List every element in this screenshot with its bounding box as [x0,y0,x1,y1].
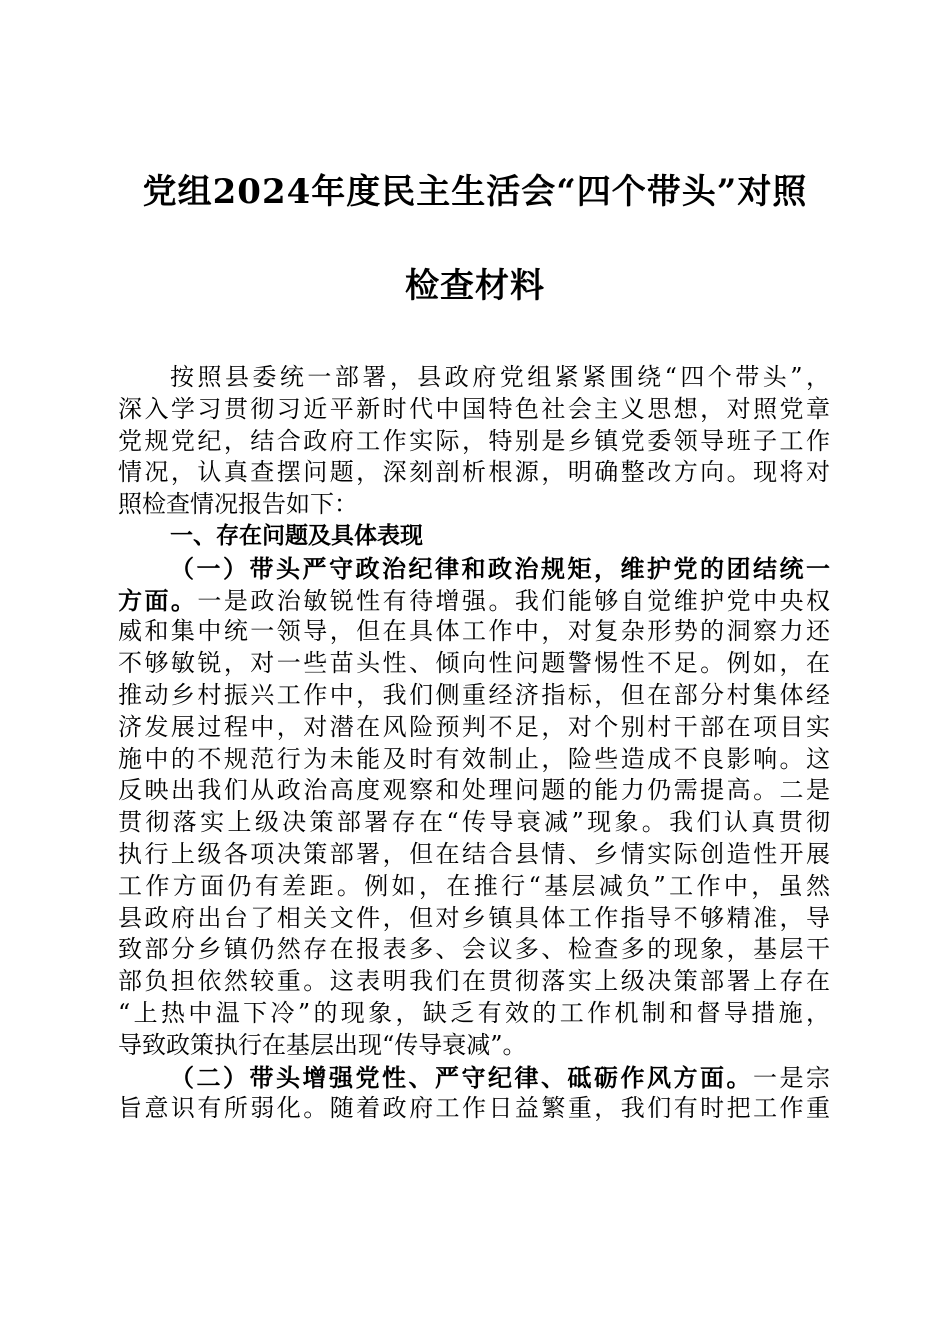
body-line: 执行上级各项决策部署，但在结合县情、乡情实际创造性开展 [118,839,830,868]
document-title-line-2: 检查材料 [405,266,545,306]
body-line: 党规党纪，结合政府工作实际，特别是乡镇党委领导班子工作 [118,426,830,455]
body-line: 不够敏锐，对一些苗头性、倾向性问题警惕性不足。例如，在 [118,649,830,678]
body-line: 反映出我们从政治高度观察和处理问题的能力仍需提高。二是 [118,776,830,805]
subsection-heading: （一）带头严守政治纪律和政治规矩，维护党的团结统一 [170,553,830,583]
body-line: 济发展过程中，对潜在风险预判不足，对个别村干部在项目实 [118,712,830,741]
body-line: 县政府出台了相关文件，但对乡镇具体工作指导不够精准，导 [118,903,830,932]
body-line [118,585,830,617]
subsection-heading-tail: 方面。 [118,585,198,615]
body-line-text: 一是政治敏锐性有待增强。我们能够自觉维护党中央权 [197,586,831,615]
body-line: 按照县委统一部署，县政府党组紧紧围绕“四个带头”， [170,363,830,391]
body-line: 照检查情况报告如下： [118,490,358,519]
section-heading: 一、存在问题及具体表现 [170,522,423,549]
body-line: 贯彻落实上级决策部署存在“传导衰减”现象。我们认真贯彻 [118,808,830,837]
body-line: 威和集中统一领导，但在具体工作中，对复杂形势的洞察力还 [118,617,830,646]
body-line: 施中的不规范行为未能及时有效制止，险些造成不良影响。这 [118,744,830,773]
body-line: “上热中温下冷”的现象，缺乏有效的工作机制和督导措施， [118,998,830,1027]
subsection-heading-line [118,1062,830,1094]
document-body [118,362,830,1125]
body-line: 旨意识有所弱化。随着政府工作日益繁重，我们有时把工作重 [118,1094,830,1123]
body-line-text: 一是宗 [753,1063,830,1092]
body-line: 推动乡村振兴工作中，我们侧重经济指标，但在部分村集体经 [118,680,830,709]
subsection-heading: （二）带头增强党性、严守纪律、砥砺作风方面。 [170,1062,753,1092]
body-line: 情况，认真查摆问题，深刻剖析根源，明确整改方向。现将对 [118,458,830,487]
document-title-line-1: 党组2024年度民主生活会“四个带头”对照 [142,172,808,212]
body-line: 导致政策执行在基层出现“传导衰减”。 [118,1030,527,1059]
body-line: 深入学习贯彻习近平新时代中国特色社会主义思想，对照党章 [118,394,830,423]
body-line: 部负担依然较重。这表明我们在贯彻落实上级决策部署上存在 [118,967,830,996]
body-line: 工作方面仍有差距。例如，在推行“基层减负”工作中，虽然 [118,871,830,900]
body-line: 致部分乡镇仍然存在报表多、会议多、检查多的现象，基层干 [118,935,830,964]
